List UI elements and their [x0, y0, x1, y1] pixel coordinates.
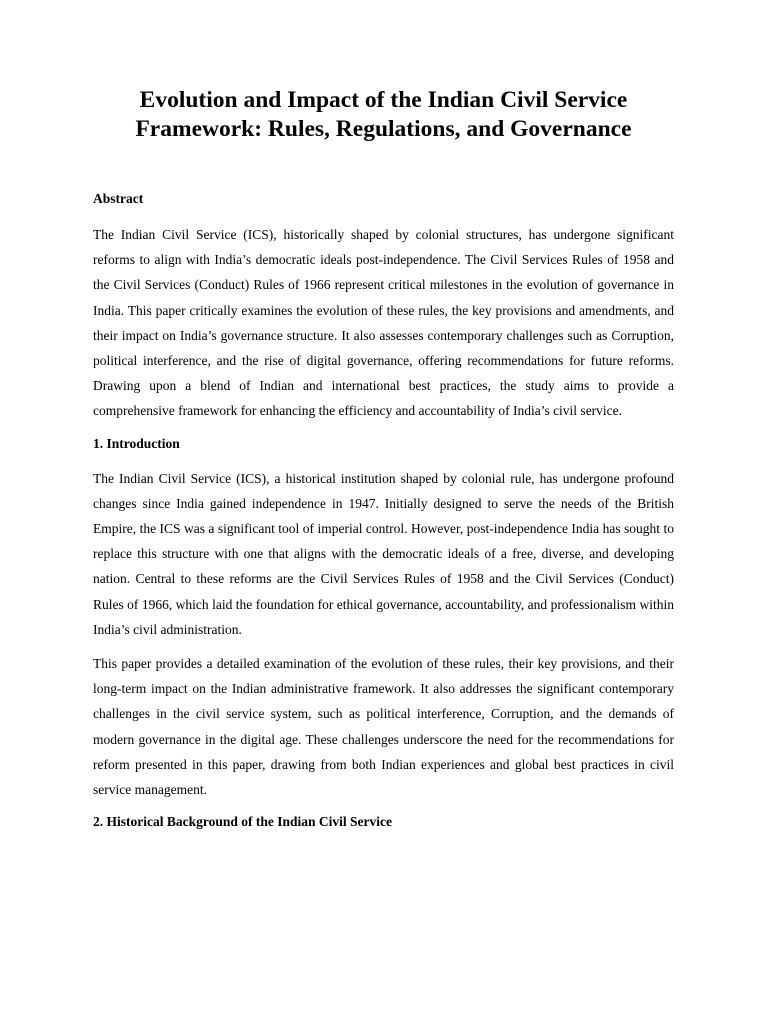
abstract-text: The Indian Civil Service (ICS), historically shaped by colonial structures, has undergone significant reforms to align with India’s democratic ideals post-independence. The Civil Services Rules of 1958 and the Civil Services (Conduct) Rules of 1966 represent critical milestones in the evolution of governance in India. This paper critically examines the evolution of these rules, the key provisions and amendments, and their impact on India’s governance structure. It also assesses contemporary challenges such as Corruption, political interference, and the rise of digital governance, offering recommendations for future reforms. Drawing upon a blend of Indian and international best practices, the study aims to provide a comprehensive framework for enhancing the efficiency and accountability of India’s civil service. [93, 227, 674, 419]
historical-background-heading: 2. Historical Background of the Indian Civil Service [93, 814, 393, 830]
introduction-heading: 1. Introduction [93, 435, 180, 451]
paper-title: Evolution and Impact of the Indian Civil Service Framework: Rules, Regulations, and Governance [135, 87, 632, 142]
introduction-paragraph-1: The Indian Civil Service (ICS), a historical institution shaped by colonial rule, has undergone profound changes since India gained independence in 1947. Initially designed to serve the needs of the British Empire, the ICS was a significant tool of imperial control. However, post-independence India has sought to replace this structure with one that aligns with the democratic ideals of a free, diverse, and developing nation. Central to these reforms are the Civil Services Rules of 1958 and the Civil Services (Conduct) Rules of 1966, which laid the foundation for ethical governance, accountability, and professionalism within India’s civil administration. [93, 470, 674, 637]
paper-page [93, 86, 674, 832]
introduction-paragraph-2: This paper provides a detailed examination of the evolution of these rules, their key provisions, and their long-term impact on the Indian administrative framework. It also addresses the significant contemporary challenges in the civil service system, such as political interference, Corruption, and the demands of modern governance in the digital age. These challenges underscore the need for the recommendations for reform presented in this paper, drawing from both Indian experiences and global best practices in civil service management. [93, 656, 674, 798]
abstract-heading: Abstract [93, 191, 144, 206]
